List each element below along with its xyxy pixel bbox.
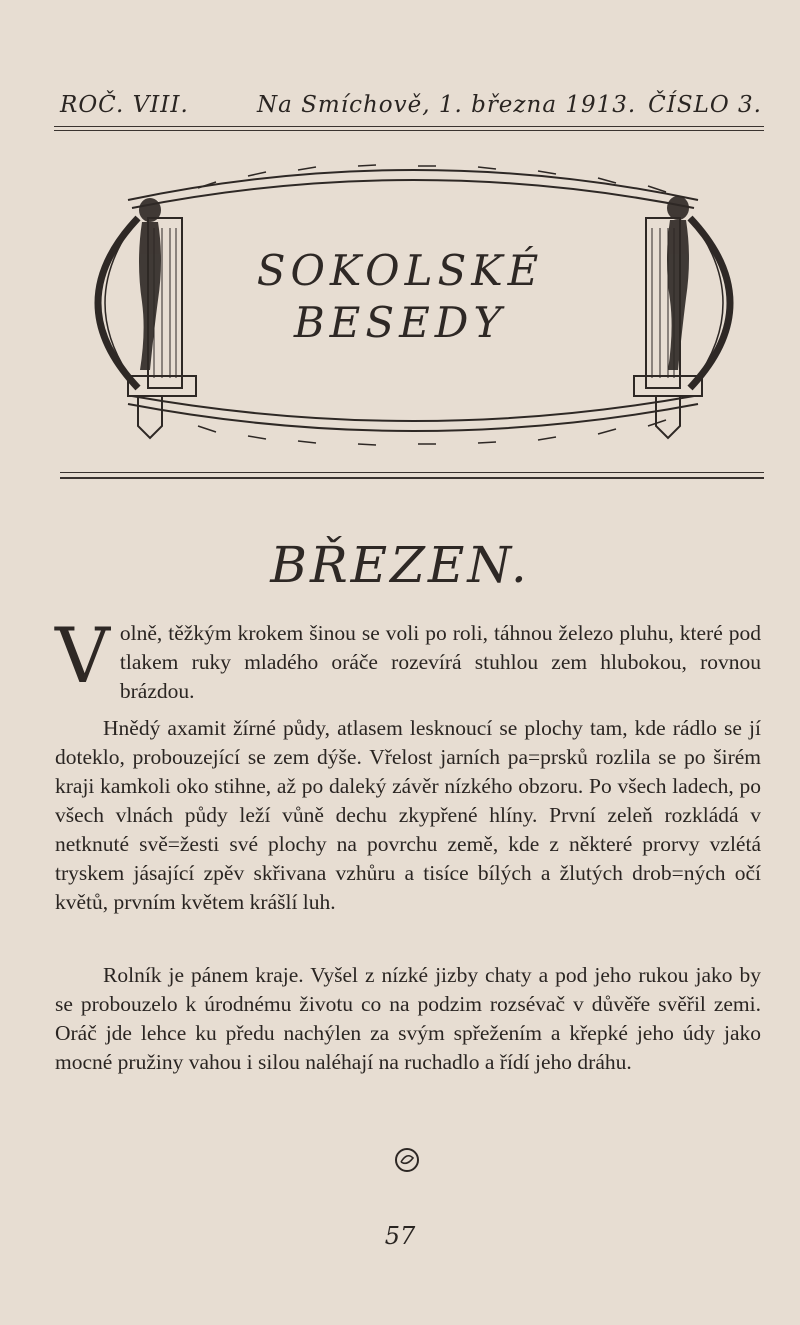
paragraph-3: Rolník je pánem kraje. Vyšel z nízké jizby chaty a pod jeho rukou jako by se probouzelo k úrodnému životu co na podzim rozsévač v důvěře svěřil zemi. Oráč jde lehce ku předu nachýlen za svým spřežením a křepké jeho údy jako mocné pružiny vahou i silou naléhají na ruchadlo a řídí jeho dráhu. [55, 963, 761, 1074]
drop-cap: V [55, 611, 110, 700]
masthead-rule [60, 472, 764, 473]
paragraph-2: Hnědý axamit žírné půdy, atlasem lesknoucí se plochy tam, kde rádlo se jí doteklo, probouzející se zem dýše. Vřelost jarních pa=prsků rozlila se po širém kraji kamkoli oko stihne, až po daleký závěr nízkého obzoru. Po všech ladech, po všech vlnách půdy leží vůně dechu zkypřené hlíny. První zeleň rozkládá v netknuté svě=žesti své plochy na povrchu země, kde z některé prorvy vzlétá tryskem jásající zpěv skřivana vzhůru a tisíce bílých a žlutých drob=ných očí květů, prvním květem krášlí luh. [55, 716, 761, 914]
masthead-title-line2: BESEDY [293, 298, 507, 347]
header-rule-double [54, 130, 764, 131]
paragraph-1 [55, 611, 761, 706]
masthead-rule-double [60, 477, 764, 479]
issue-number: ČÍSLO 3. [648, 92, 762, 118]
volume-label: ROČ. VIII. [60, 92, 189, 118]
place-date: Na Smíchově, 1. března 1913. [257, 92, 637, 118]
end-ornament-icon [394, 1147, 420, 1173]
running-header [52, 92, 764, 124]
article-title: BŘEZEN. [270, 536, 530, 594]
header-rule [54, 126, 764, 127]
masthead-title-line1: SOKOLSKÉ [256, 246, 544, 295]
page-number: 57 [384, 1222, 416, 1250]
paragraph-1-text: olně, těžkým krokem šinou se voli po roli, táhnou železo pluhu, které pod tlakem ruky mladého oráče rozevírá stuhlou zem hlubokou, rovnou brázdou. [119, 621, 761, 703]
